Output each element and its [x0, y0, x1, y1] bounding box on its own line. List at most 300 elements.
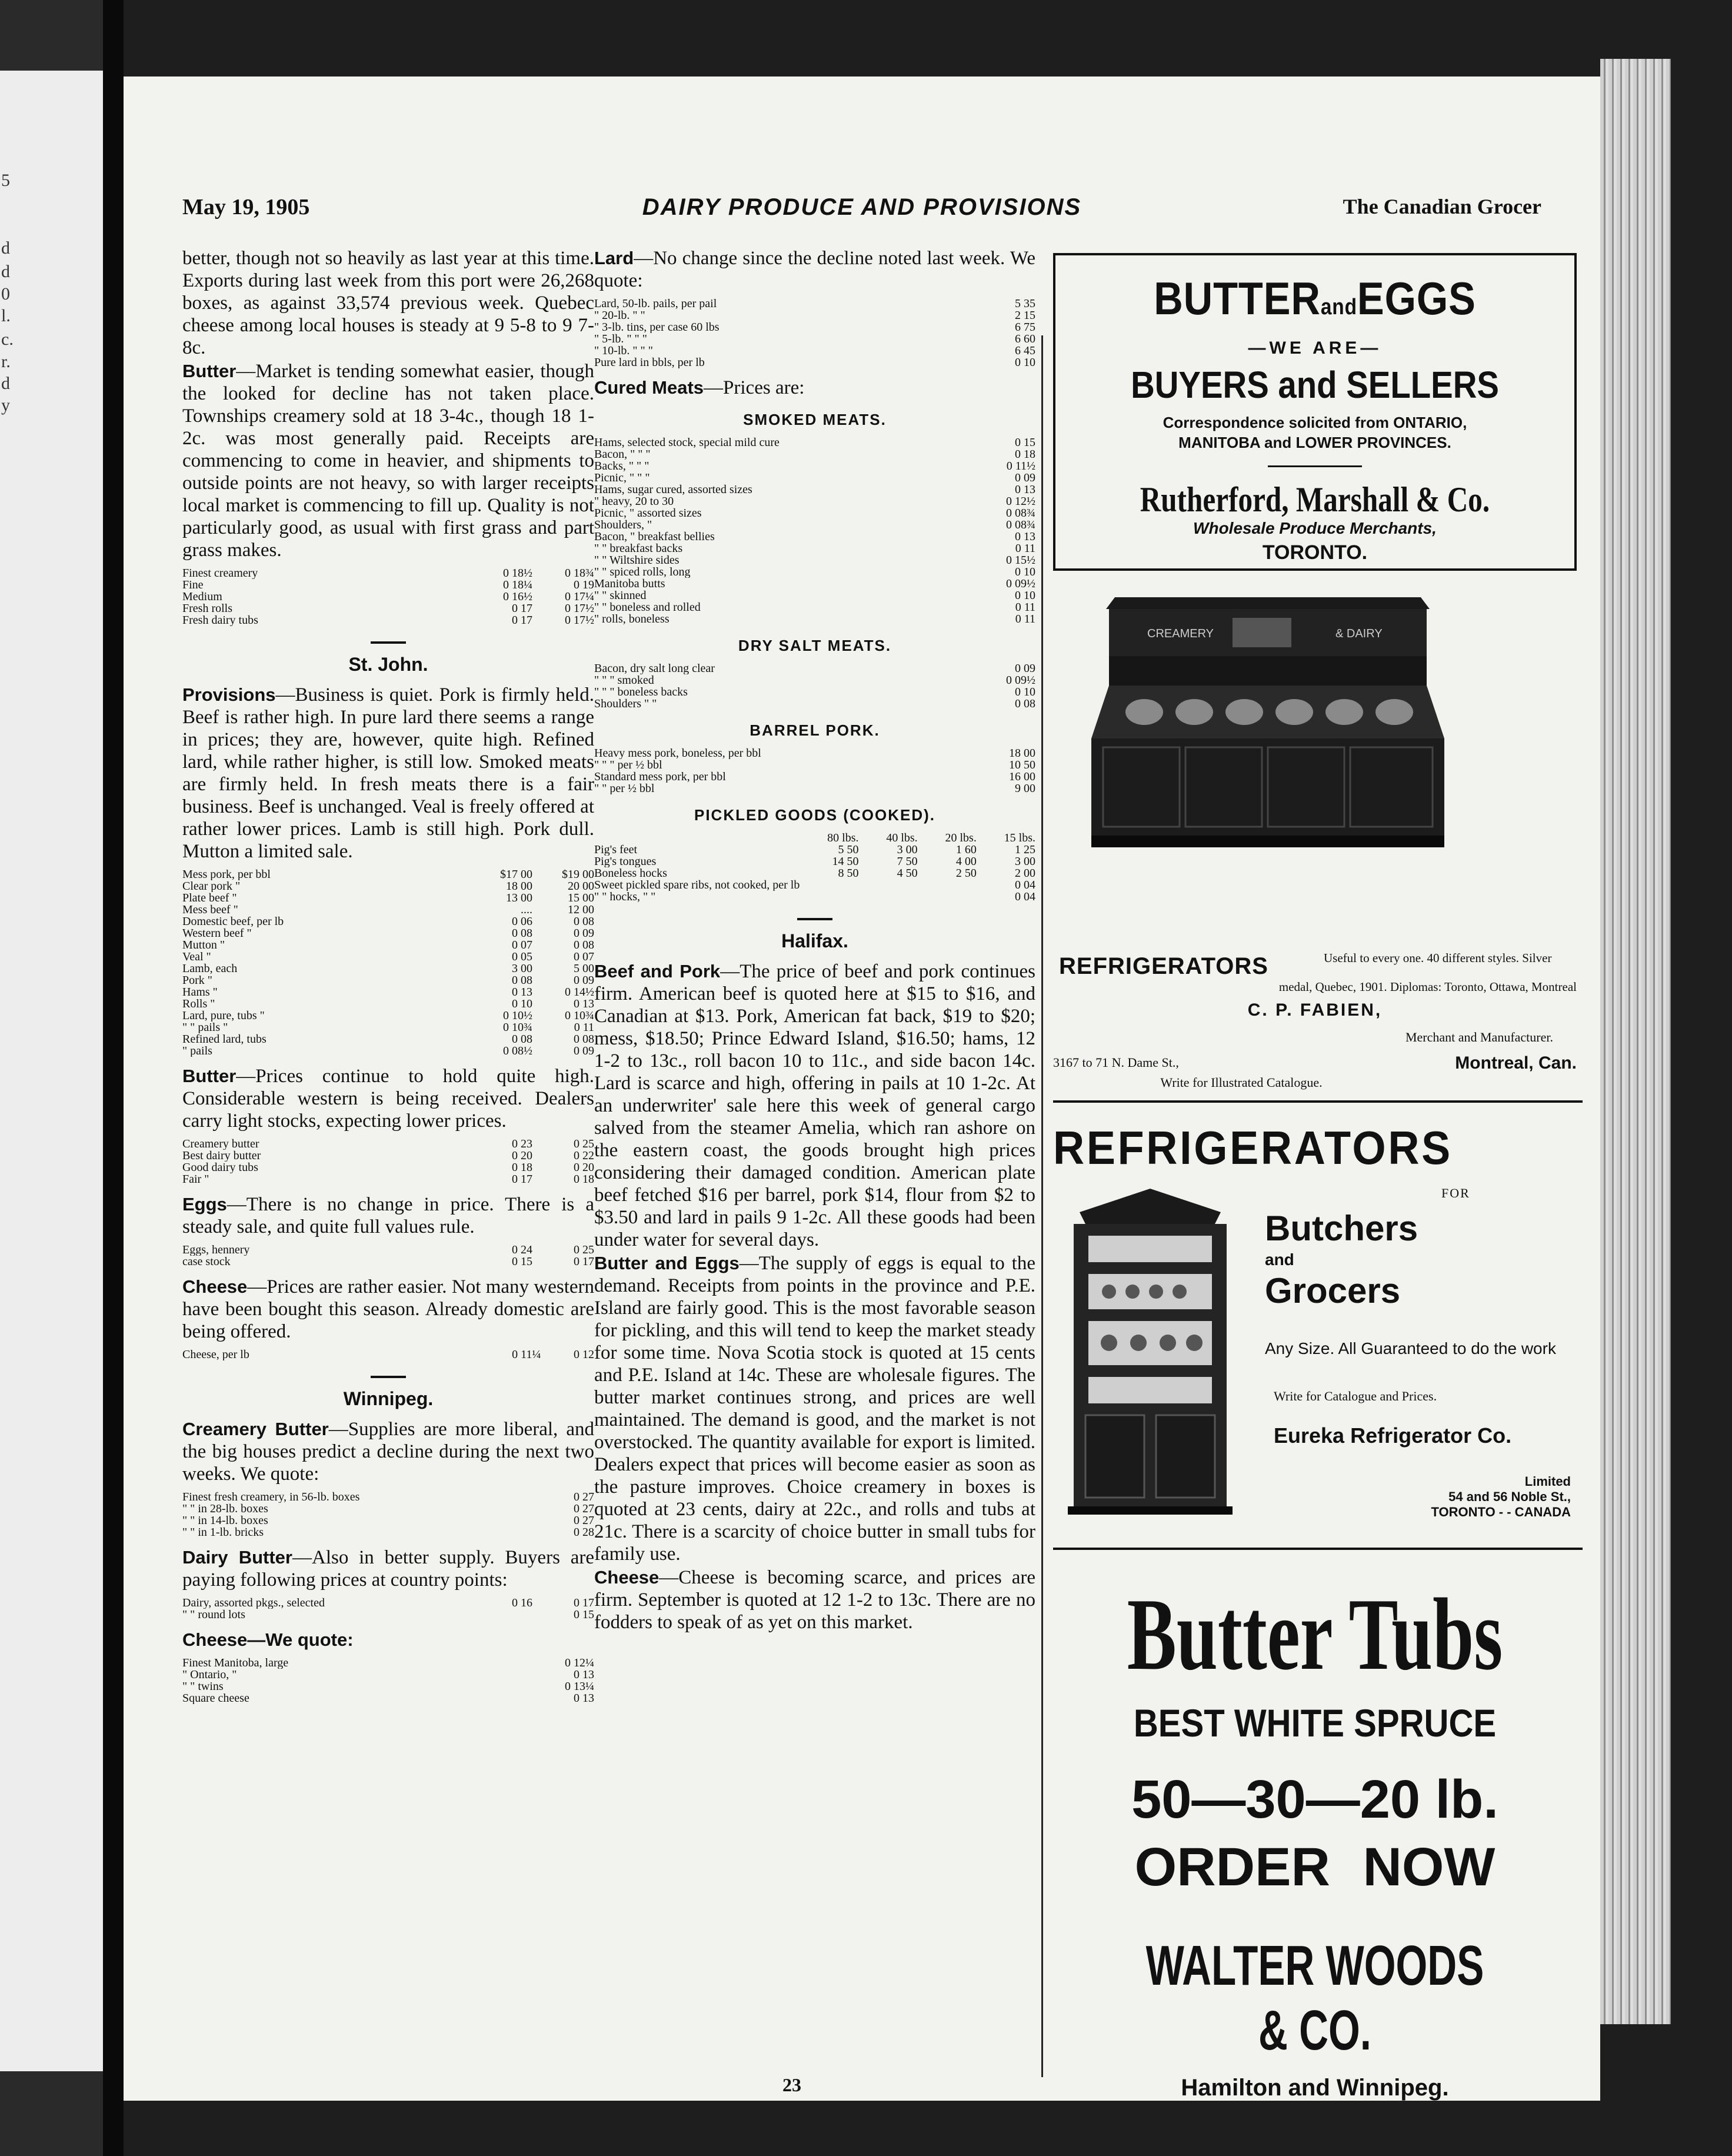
paragraph-text: —No change since the decline noted last week. We quote:: [594, 248, 1035, 291]
price-high: 0 08: [1015, 697, 1035, 710]
price-high: 0 12½: [1006, 495, 1035, 508]
price-item: " " breakfast backs: [594, 543, 683, 554]
price-high: 0 15: [1015, 436, 1035, 449]
city-heading: Halifax.: [781, 930, 848, 951]
price-item: Mess beef ": [182, 904, 238, 916]
ad-text: Correspondence solicited from ONTARIO,: [1163, 414, 1467, 431]
price-row: [182, 1256, 594, 1267]
ad-city: Montreal, Can.: [1455, 1053, 1577, 1073]
ad-headline: [1087, 272, 1543, 334]
price-row: [182, 904, 594, 916]
issue-date: May 19, 1905: [182, 195, 310, 219]
price-item: Finest creamery: [182, 567, 258, 579]
price-low: 0 24: [512, 1243, 532, 1256]
ad-text: Any Size. All Guaranteed to do the work: [1265, 1339, 1556, 1358]
price-value: 3 00: [1015, 855, 1035, 868]
price-low: 0 08: [512, 974, 532, 987]
price-value: [859, 891, 918, 903]
price-low: 0 05: [512, 950, 532, 963]
winnipeg-cheese-paragraph: [182, 1629, 594, 1651]
price-item: " " in 1-lb. bricks: [182, 1526, 264, 1538]
price-high: 0 12: [574, 1348, 594, 1361]
table-subheading: BARREL PORK.: [750, 721, 880, 739]
paragraph-text: —Prices are rather easier. Not many western have been bought this season. Already domestic are being offered.: [182, 1276, 594, 1342]
price-high: 0 09½: [1006, 577, 1035, 590]
price-value: [859, 879, 918, 891]
ad-text: Wholesale Produce Merchants,: [1193, 519, 1437, 537]
price-low: 0 06: [512, 915, 532, 928]
price-item: " 20-lb. " ": [594, 310, 645, 321]
run-in-heading: Beef and Pork: [594, 961, 721, 981]
price-row: [182, 1597, 594, 1609]
price-high: 0 27: [574, 1490, 594, 1503]
price-high: 0 13: [1015, 530, 1035, 543]
price-low: 0 16½: [503, 590, 532, 603]
price-high: 5 35: [1015, 297, 1035, 310]
city-heading: St. John.: [348, 654, 428, 675]
price-item: Heavy mess pork, boneless, per bbl: [594, 747, 761, 759]
price-row: [594, 674, 1035, 686]
price-row: [182, 1162, 594, 1173]
price-item: Picnic, " assorted sizes: [594, 507, 702, 519]
price-item: " " " boneless backs: [594, 686, 688, 698]
magazine-page: [124, 76, 1600, 2101]
price-table: [594, 663, 1035, 710]
ad-eureka-refrigerators: [1053, 1121, 1577, 1521]
price-row: [594, 519, 1035, 531]
pickled-goods-table: [594, 832, 1035, 903]
price-value: 1 60: [955, 843, 977, 856]
run-in-heading: Butter and Eggs: [594, 1253, 740, 1273]
price-row: [182, 579, 594, 591]
city-heading: Winnipeg.: [343, 1388, 434, 1409]
column-header: 80 lbs.: [827, 831, 859, 844]
stjohn-butter-paragraph: [182, 1065, 594, 1132]
run-in-heading: Eggs: [182, 1194, 227, 1215]
price-low: 0 18¼: [503, 578, 532, 591]
price-high: 9 00: [1015, 782, 1035, 795]
book-spine: [103, 0, 124, 2156]
price-item: " " Wiltshire sides: [594, 554, 680, 566]
price-row: [594, 613, 1035, 625]
price-item: Fresh rolls: [182, 603, 232, 614]
run-in-heading: Cured Meats: [594, 377, 704, 398]
price-item: Bacon, dry salt long clear: [594, 663, 715, 674]
edge-char: y: [1, 395, 10, 415]
price-row: [594, 867, 1035, 879]
ad-city: TORONTO - - CANADA: [1431, 1505, 1571, 1519]
halifax-butter-eggs-paragraph: [594, 1252, 1035, 1565]
ad-word: Grocers: [1265, 1271, 1401, 1310]
price-row: [182, 1491, 594, 1503]
price-item: Lard, pure, tubs ": [182, 1010, 265, 1022]
ad-text: Useful to every one. 40 different styles. Silver: [1324, 951, 1552, 965]
price-row: [182, 974, 594, 986]
price-row: [594, 460, 1035, 472]
price-item: Fair ": [182, 1173, 209, 1185]
table-subheading: DRY SALT MEATS.: [738, 637, 892, 654]
price-high: 0 17: [574, 1596, 594, 1609]
price-row: [182, 998, 594, 1010]
ad-address: [1274, 1474, 1571, 1520]
edge-char: d: [1, 374, 10, 393]
price-row: [182, 1692, 594, 1704]
price-high: 0 19: [574, 578, 594, 591]
price-high: 0 11: [1015, 613, 1035, 625]
price-row: [182, 1173, 594, 1185]
price-value: 3 00: [897, 843, 918, 856]
price-high: 0 25: [574, 1243, 594, 1256]
winnipeg-creamery-paragraph: [182, 1418, 594, 1485]
price-high: 0 17: [574, 1255, 594, 1268]
price-high: 12 00: [568, 903, 594, 916]
price-item: " 5-lb. " " ": [594, 333, 647, 345]
price-value: [800, 891, 858, 903]
price-high: 0 09: [574, 974, 594, 987]
price-low: 0 17: [512, 602, 532, 615]
paragraph-text: —The supply of eggs is equal to the demand. Receipts from points in the province and P.E. Island are fairly good. This is the most favorable season for pickling, and this will tend to keep the market steady for some time. Nova Scotia stock is quoted at 15 cents and P.E. Island at 14c. These are wholesale figures. The butter market continues strong, and prices are well maintained. The demand is good, and the market is not overstocked. The quantity available for export is limited. Dealers expect that prices will become easier as soon as the pasture improves. Choice creamery in boxes is quoted at 23 cents, dairy at 22c., and rolls and tubs at 21c. There is a scarcity of choice butter in small tubs for family use.: [594, 1253, 1035, 1565]
price-item: Bacon, " " ": [594, 448, 651, 460]
price-value: [800, 879, 858, 891]
ad-word: EGGS: [1357, 272, 1476, 324]
price-item: Fine: [182, 579, 204, 591]
divider: [371, 1376, 406, 1378]
price-high: 0 12¼: [565, 1656, 594, 1669]
price-low: 0 08: [512, 1033, 532, 1046]
price-value: 0 04: [1015, 879, 1035, 891]
price-row: [594, 437, 1035, 448]
price-row: [182, 1010, 594, 1022]
ad-subheadline: BUYERS and SELLERS: [1131, 364, 1499, 406]
run-in-heading: Cheese—We quote:: [182, 1629, 354, 1650]
price-high: 0 20: [574, 1161, 594, 1174]
price-high: 0 13: [1015, 483, 1035, 496]
price-value: 0 04: [1015, 890, 1035, 903]
price-row: [594, 698, 1035, 710]
price-high: 10 50: [1009, 758, 1035, 771]
ad-divider: [1053, 1548, 1583, 1550]
price-item: Manitoba butts: [594, 578, 665, 590]
price-row: [182, 1669, 594, 1681]
price-high: 0 13: [574, 1692, 594, 1705]
price-item: " " hocks, " ": [594, 891, 656, 903]
price-table: [182, 1349, 594, 1360]
price-item: Standard mess pork, per bbl: [594, 771, 726, 783]
price-value: 4 00: [955, 855, 977, 868]
price-row: [182, 916, 594, 927]
price-row: [594, 856, 1035, 867]
edge-char: 5: [1, 171, 10, 190]
publication-name: The Canadian Grocer: [1343, 195, 1541, 218]
price-item: Plate beef ": [182, 892, 237, 904]
paragraph-text: —The price of beef and pork continues firm. American beef is quoted here at $15 to $16, and Canadian at $13. Pork, American fat back, $19 to $20; mess, $18.50; Prince Edward Island, $16.50; hams, 12 1-2 to 13c., roll bacon 10 to 11c., and side bacon 14c. Lard is scarce and high, offering in pails at 10 1-2c. At an underwriter' sale here this week of general cargo salved from the steamer Amelia, which ran ashore on the eastern coast, the goods brought high prices considering their damaged condition. American plate beef fetched $16 per barrel, pork $14, flour from $2 to $3.50 and lard in pails 9 1-2c. All these goods had been under water for several days.: [594, 961, 1036, 1250]
edge-char: c.: [1, 330, 14, 349]
price-row: [594, 298, 1035, 310]
ad-text: medal, Quebec, 1901. Diplomas: Toronto, Ottawa, Montreal: [1278, 980, 1577, 994]
price-high: 0 13¼: [565, 1680, 594, 1693]
price-high: 15 00: [568, 891, 594, 904]
ad-word: BUTTER: [1154, 272, 1321, 324]
price-value: 5 50: [838, 843, 859, 856]
price-high: 0 14½: [565, 986, 594, 999]
price-value: 8 50: [838, 867, 859, 880]
ad-headline: Butter Tubs: [1127, 1577, 1503, 1691]
ad-fabien-refrigerators: [1053, 591, 1577, 1097]
price-row: [594, 543, 1035, 554]
ad-text: ORDER NOW: [1134, 1837, 1495, 1897]
price-high: $19 00: [562, 868, 594, 881]
price-row: [182, 880, 594, 892]
price-item: Veal ": [182, 951, 211, 963]
price-low: 0 17: [512, 1173, 532, 1186]
column-header: 15 lbs.: [1004, 831, 1035, 844]
page-number: 23: [782, 2074, 801, 2095]
table-subheading: PICKLED GOODS (COOKED).: [694, 806, 935, 824]
price-low: 13 00: [506, 891, 532, 904]
price-high: 0 17½: [565, 614, 594, 627]
price-item: " " twins: [182, 1681, 224, 1692]
run-in-heading: Cheese: [182, 1276, 248, 1297]
price-item: Fresh dairy tubs: [182, 614, 258, 626]
price-value: 2 50: [955, 867, 977, 880]
price-item: Hams ": [182, 986, 218, 998]
price-high: 0 18¾: [565, 567, 594, 580]
price-low: 0 07: [512, 939, 532, 951]
price-low: 0 18½: [503, 567, 532, 580]
price-value: 2 00: [1015, 867, 1035, 880]
price-high: 0 13: [574, 997, 594, 1010]
price-row: [594, 495, 1035, 507]
paragraph-text: —There is no change in price. There is a steady sale, and quite full values rule.: [182, 1194, 594, 1237]
price-item: Dairy, assorted pkgs., selected: [182, 1597, 325, 1609]
price-row: [594, 310, 1035, 321]
price-row: [594, 759, 1035, 771]
price-value: [918, 879, 977, 891]
montreal-cheese-paragraph: better, though not so heavily as last year at this time. Exports during last week from this port were 26,268 boxes, as against 33,574 previous week. Quebec cheese among local houses is steady at 9 5-8 to 9 7-8c.: [182, 248, 594, 358]
table-subheading: SMOKED MEATS.: [743, 411, 887, 428]
ad-city: Hamilton and Winnipeg.: [1181, 2075, 1449, 2101]
price-row: [594, 590, 1035, 601]
price-high: 0 07: [574, 950, 594, 963]
price-high: 0 09: [1015, 471, 1035, 484]
price-row: [594, 879, 1035, 891]
price-row: [182, 1657, 594, 1669]
price-high: 0 08: [574, 915, 594, 928]
column-header: 40 lbs.: [886, 831, 918, 844]
price-high: 16 00: [1009, 770, 1035, 783]
price-row: [594, 844, 1035, 856]
price-high: 0 10: [1015, 356, 1035, 369]
price-value: 1 25: [1015, 843, 1035, 856]
price-row: [182, 1150, 594, 1162]
paragraph-text: —Prices are:: [704, 377, 805, 398]
price-item: Sweet pickled spare ribs, not cooked, per lb: [594, 879, 800, 891]
stjohn-eggs-paragraph: [182, 1193, 594, 1238]
price-row: [594, 566, 1035, 578]
refrigerator-illustration: [1062, 1189, 1238, 1518]
price-item: " 10-lb. " " ": [594, 345, 653, 357]
price-row: [182, 869, 594, 880]
refrigerator-illustration: [1091, 591, 1444, 847]
price-item: Pork ": [182, 974, 212, 986]
price-item: Bacon, " breakfast bellies: [594, 531, 715, 543]
price-item: " " boneless and rolled: [594, 601, 701, 613]
price-value: 4 50: [897, 867, 918, 880]
price-item: Western beef ": [182, 927, 252, 939]
edge-char: r.: [1, 352, 11, 371]
run-in-heading: Provisions: [182, 684, 276, 705]
price-low: 0 11¼: [512, 1348, 541, 1361]
price-item: Lard, 50-lb. pails, per pail: [594, 298, 717, 310]
ad-headline: REFRIGERATORS: [1053, 1122, 1453, 1174]
price-low: 0 18: [512, 1161, 532, 1174]
ad-firm-name: Rutherford, Marshall & Co.: [1140, 480, 1490, 519]
price-row: [182, 567, 594, 579]
price-item: Refined lard, tubs: [182, 1033, 267, 1045]
price-high: 0 10: [1015, 589, 1035, 602]
table-header-row: [594, 832, 1035, 844]
price-high: 0 09½: [1006, 674, 1035, 687]
column-2: [594, 247, 1035, 1635]
price-item: Best dairy butter: [182, 1150, 261, 1162]
price-value: 7 50: [897, 855, 918, 868]
price-row: [594, 554, 1035, 566]
page-header: [182, 194, 1541, 229]
price-row: [182, 1526, 594, 1538]
price-row: [594, 783, 1035, 794]
montreal-butter-paragraph: [182, 360, 594, 561]
ad-text: —WE ARE—: [1248, 338, 1382, 358]
price-high: 0 25: [574, 1137, 594, 1150]
price-value: 14 50: [832, 855, 859, 868]
price-high: 0 10¾: [565, 1009, 594, 1022]
ad-text: Merchant and Manufacturer.: [1405, 1030, 1553, 1044]
price-item: Hams, selected stock, special mild cure: [594, 437, 780, 448]
ad-text: MANITOBA and LOWER PROVINCES.: [1178, 434, 1451, 451]
lard-paragraph: [594, 247, 1035, 292]
divider: [1268, 465, 1362, 467]
paragraph-text: —Market is tending somewhat easier, though the looked for decline has not taken place. Townships creamery sold at 18 3-4c., though 18 1-2c. was most generally paid. Receipts are commencing to come in heavier, and shipments to outside points are not heavy, so with larger receipts local market is commencing to fill up. Quality is not particularly good, as usual with first grass and part grass makes.: [182, 361, 594, 561]
price-high: 0 17¼: [565, 590, 594, 603]
halifax-beef-pork-paragraph: [594, 960, 1035, 1251]
run-in-heading: Butter: [182, 361, 237, 381]
run-in-heading: Butter: [182, 1066, 237, 1086]
price-item: Finest Manitoba, large: [182, 1657, 289, 1669]
price-low: $17 00: [500, 868, 532, 881]
price-high: 0 09: [1015, 662, 1035, 675]
price-row: [594, 747, 1035, 759]
price-row: [594, 345, 1035, 357]
price-table: [594, 437, 1035, 625]
price-high: 0 18: [1015, 448, 1035, 461]
price-high: 6 45: [1015, 344, 1035, 357]
price-item: Shoulders " ": [594, 698, 657, 710]
ad-rutherford-marshall: [1053, 253, 1577, 571]
ad-headline: REFRIGERATORS: [1059, 953, 1268, 979]
price-item: " " pails ": [182, 1022, 228, 1033]
price-high: 6 60: [1015, 332, 1035, 345]
price-item: Rolls ": [182, 998, 215, 1010]
price-high: 0 08: [574, 1033, 594, 1046]
price-high: 0 10: [1015, 565, 1035, 578]
price-item: Pig's feet: [594, 844, 638, 856]
price-item: " heavy, 20 to 30: [594, 495, 674, 507]
price-row: [182, 963, 594, 974]
price-row: [182, 951, 594, 963]
column-1: [182, 247, 594, 1712]
price-item: Cheese, per lb: [182, 1349, 249, 1360]
price-high: 0 11½: [1006, 460, 1035, 473]
price-item: " " in 14-lb. boxes: [182, 1515, 268, 1526]
price-table: [594, 747, 1035, 794]
ad-walter-woods: [1053, 1577, 1577, 2101]
price-row: [594, 686, 1035, 698]
price-row: [594, 484, 1035, 495]
facing-page-edge: [0, 71, 103, 2071]
price-row: [594, 601, 1035, 613]
paragraph-text: —Cheese is becoming scarce, and prices are firm. September is quoted at 12 1-2 to 13c. There are no fodders to speak of as yet on this market.: [594, 1567, 1035, 1633]
price-high: 0 09: [574, 1044, 594, 1057]
price-high: 0 13: [574, 1668, 594, 1681]
price-low: 0 08½: [503, 1044, 532, 1057]
price-low: 0 23: [512, 1137, 532, 1150]
column-header: 20 lbs.: [945, 831, 977, 844]
ad-word: Butchers: [1265, 1209, 1418, 1248]
price-row: [182, 1033, 594, 1045]
winnipeg-dairy-paragraph: [182, 1546, 594, 1591]
cured-meats-paragraph: [594, 377, 1035, 399]
price-low: ....: [521, 903, 532, 916]
price-row: [182, 1022, 594, 1033]
price-item: " " " per ½ bbl: [594, 759, 662, 771]
ad-word: and: [1265, 1250, 1294, 1269]
column-rule: [1041, 335, 1043, 2077]
ad-divider: [1053, 1100, 1583, 1103]
edge-char: d: [1, 262, 10, 281]
price-row: [182, 1349, 594, 1360]
price-high: 0 27: [574, 1502, 594, 1515]
stjohn-provisions-paragraph: [182, 684, 594, 863]
price-low: 18 00: [506, 880, 532, 893]
ad-text: 50—30—20 lb.: [1131, 1769, 1498, 1829]
price-high: 18 00: [1009, 747, 1035, 760]
price-row: [594, 578, 1035, 590]
run-in-heading: Cheese: [594, 1567, 660, 1588]
price-row: [182, 614, 594, 626]
price-row: [182, 1244, 594, 1256]
price-item: Domestic beef, per lb: [182, 916, 284, 927]
price-row: [182, 892, 594, 904]
price-item: Finest fresh creamery, in 56-lb. boxes: [182, 1491, 360, 1503]
price-high: 0 28: [574, 1526, 594, 1539]
price-item: Picnic, " " ": [594, 472, 650, 484]
price-item: Square cheese: [182, 1692, 249, 1704]
price-high: 0 11: [1015, 601, 1035, 614]
price-item: case stock: [182, 1256, 231, 1267]
price-row: [594, 357, 1035, 368]
page-stack-edge: [1600, 59, 1671, 2024]
price-low: 0 20: [512, 1149, 532, 1162]
price-table: [182, 1657, 594, 1704]
divider: [797, 918, 832, 920]
price-high: 0 08¾: [1006, 507, 1035, 520]
price-item: " " in 28-lb. boxes: [182, 1503, 268, 1515]
price-row: [594, 333, 1035, 345]
price-high: 0 17½: [565, 602, 594, 615]
price-high: 0 15½: [1006, 554, 1035, 567]
price-high: 5 00: [574, 962, 594, 975]
price-item: " 3-lb. tins, per case 60 lbs: [594, 321, 720, 333]
